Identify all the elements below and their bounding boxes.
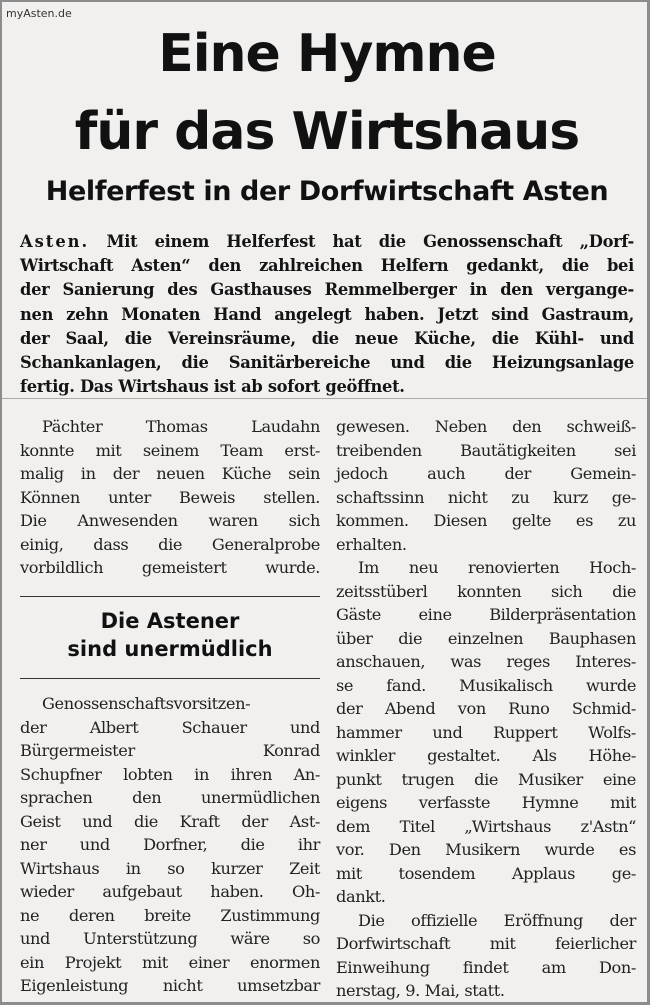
body-line: nerstag, 9. Mai, statt. (336, 981, 505, 1000)
body-line: dem Titel „Wirtshaus z'Astn“ (336, 816, 636, 836)
lead-paragraph (20, 230, 634, 399)
body-line: punkt trugen die Musiker eine (336, 769, 636, 789)
body-line: kommen. Diesen gelte es zu (336, 511, 636, 530)
body-line: dankt. (336, 887, 386, 906)
body-line: konnte mit seinem Team erst- (20, 440, 320, 460)
body-line: Eigenleistung nicht umsetzbar (20, 976, 320, 995)
lead-line: nen zehn Monaten Hand angelegt haben. Jetzt sind Gastraum, (20, 304, 634, 324)
body-column-right (336, 415, 636, 1003)
subhead-line-2: sind unermüdlich (67, 637, 273, 661)
body-line: treibenden Bautätigkeiten sei (336, 440, 636, 460)
body-line: vorbildlich gemeistert wurde. (20, 558, 320, 577)
body-line: einig, dass die Generalprobe (20, 534, 320, 554)
body-line: hammer und Ruppert Wolfs- (336, 722, 636, 742)
lead-line-text: Mit einem Helferfest hat die Genossenschaft „Dorf- (106, 232, 634, 251)
body-line: jedoch auch der Gemein- (336, 464, 636, 483)
body-column-left-top (20, 415, 320, 580)
body-line: mit tosendem Applaus ge- (336, 863, 636, 883)
body-line: Die offizielle Eröffnung der (358, 910, 636, 930)
lead-line: der Saal, die Vereinsräume, die neue Küche, die Kühl- und (20, 328, 634, 348)
body-line: winkler gestaltet. Als Höhe- (336, 746, 636, 765)
subhead-rule-top (20, 596, 320, 597)
body-line: wieder aufgebaut haben. Oh- (20, 882, 320, 901)
body-line: schaftssinn nicht zu kurz ge- (336, 487, 636, 507)
body-line: ein Projekt mit einer enormen (20, 952, 320, 972)
body-line: Dorfwirtschaft mit feierlicher (336, 934, 636, 953)
body-line: Pächter Thomas Laudahn (42, 417, 320, 436)
lead-line: der Sanierung des Gasthauses Remmelberger in den vergange- (20, 280, 634, 300)
lead-line: fertig. Das Wirtshaus ist ab sofort geöffnet. (20, 377, 405, 397)
body-line: und Unterstützung wäre so (20, 929, 320, 948)
section-divider (2, 398, 650, 399)
body-line: ne deren breite Zustimmung (20, 905, 320, 925)
body-column-left-bottom (20, 692, 320, 998)
headline-line-1: Eine Hymne (158, 24, 496, 84)
subheadline: Helferfest in der Dorfwirtschaft Asten (45, 176, 609, 207)
body-line: ner und Dorfner, die ihr (20, 835, 320, 854)
body-line: se fand. Musikalisch wurde (336, 675, 636, 695)
body-line: anschauen, was reges Interes- (336, 652, 636, 671)
body-line: Schupfner lobten in ihren An- (20, 764, 320, 784)
body-line: sprachen den unermüdlichen (20, 788, 320, 807)
lead-line (20, 230, 634, 254)
body-line: Die Anwesenden waren sich (20, 511, 320, 530)
body-line: Gäste eine Bilderpräsentation (336, 605, 636, 624)
subhead-rule-bottom (20, 678, 320, 679)
body-line: Geist und die Kraft der Ast- (20, 811, 320, 831)
dateline: Asten. (20, 232, 90, 251)
subhead-line-1: Die Astener (100, 609, 240, 633)
body-line: Im neu renovierten Hoch- (358, 558, 636, 577)
body-line: Können unter Beweis stellen. (20, 487, 320, 507)
watermark: myAsten.de (6, 7, 72, 20)
body-line: Genossenschaftsvorsitzen- (42, 694, 251, 713)
body-line: Einweihung findet am Don- (336, 957, 636, 977)
body-line: der Abend von Runo Schmid- (336, 699, 636, 718)
body-line: Wirtshaus in so kurzer Zeit (20, 858, 320, 878)
body-line: der Albert Schauer und (20, 717, 320, 737)
body-line: erhalten. (336, 534, 407, 554)
body-line: über die einzelnen Bauphasen (336, 628, 636, 648)
body-line: Bürgermeister Konrad (20, 741, 320, 760)
headline-line-2: für das Wirtshaus (74, 102, 580, 162)
lead-line: Wirtschaft Asten“ den zahlreichen Helfern gedankt, die bei (20, 256, 634, 276)
body-line: vor. Den Musikern wurde es (336, 840, 636, 859)
body-line: zeitsstüberl konnten sich die (336, 581, 636, 601)
lead-line: Schankanlagen, die Sanitärbereiche und die Heizungsanlage (20, 352, 634, 372)
body-line: gewesen. Neben den schweiß- (336, 417, 636, 436)
body-line: malig in der neuen Küche sein (20, 464, 320, 483)
body-line: eigens verfasste Hymne mit (336, 793, 636, 812)
